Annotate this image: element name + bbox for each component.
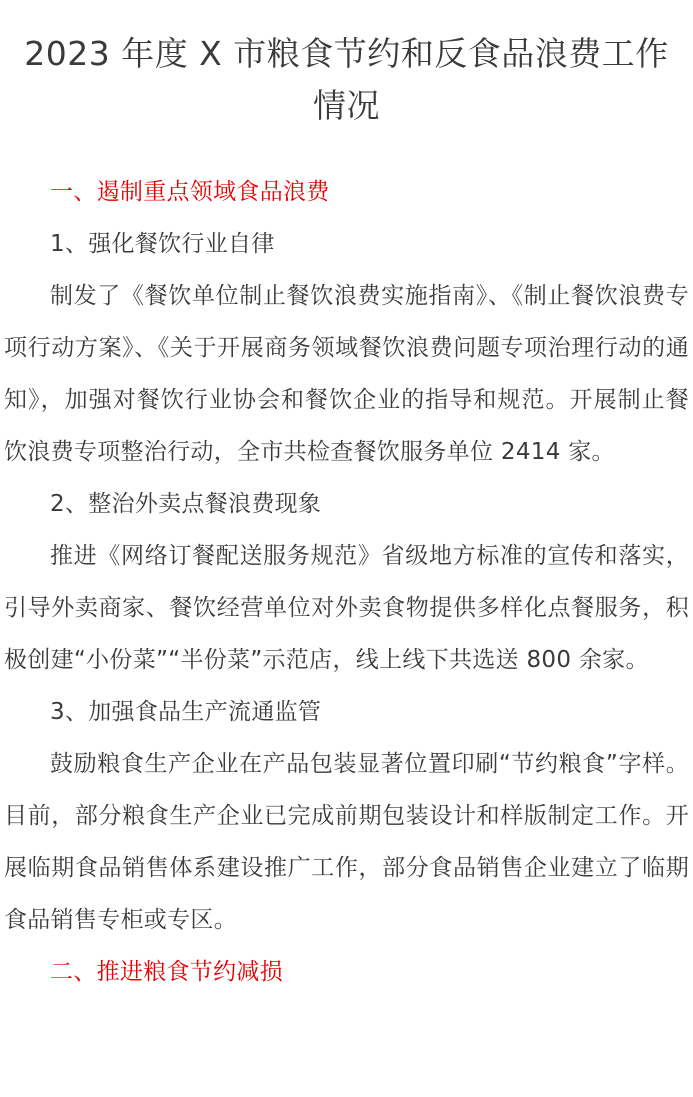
subsection-3-body: 鼓励粮食生产企业在产品包装显著位置印刷“节约粮食”字样。目前，部分粮食生产企业已完成前期包装设计和样版制定工作。开展临期食品销售体系建设推广工作，部分食品销售企业建立了临期食品销售专柜或专区。 (4, 751, 689, 933)
document-body (4, 166, 689, 998)
subsection-2-heading: 2、整治外卖点餐浪费现象 (50, 491, 322, 517)
section-1-heading: 一、遏制重点领域食品浪费 (50, 179, 330, 205)
subsection-3-heading: 3、加强食品生产流通监管 (50, 699, 322, 725)
subsection-2-body: 推进《网络订餐配送服务规范》省级地方标准的宣传和落实，引导外卖商家、餐饮经营单位对外卖食物提供多样化点餐服务，积极创建“小份菜”“半份菜”示范店，线上线下共选送 800 余家。 (4, 543, 689, 673)
document-title (4, 28, 689, 132)
title-line-2: 情况 (313, 86, 380, 125)
subsection-1-heading: 1、强化餐饮行业自律 (50, 231, 275, 257)
title-line-1: 2023 年度 X 市粮食节约和反食品浪费工作 (24, 34, 669, 73)
subsection-1-body: 制发了《餐饮单位制止餐饮浪费实施指南》、《制止餐饮浪费专项行动方案》、《关于开展商务领域餐饮浪费问题专项治理行动的通知》，加强对餐饮行业协会和餐饮企业的指导和规范。开展制止餐饮浪费专项整治行动，全市共检查餐饮服务单位 2414 家。 (4, 283, 689, 465)
section-2-heading: 二、推进粮食节约减损 (50, 959, 283, 985)
